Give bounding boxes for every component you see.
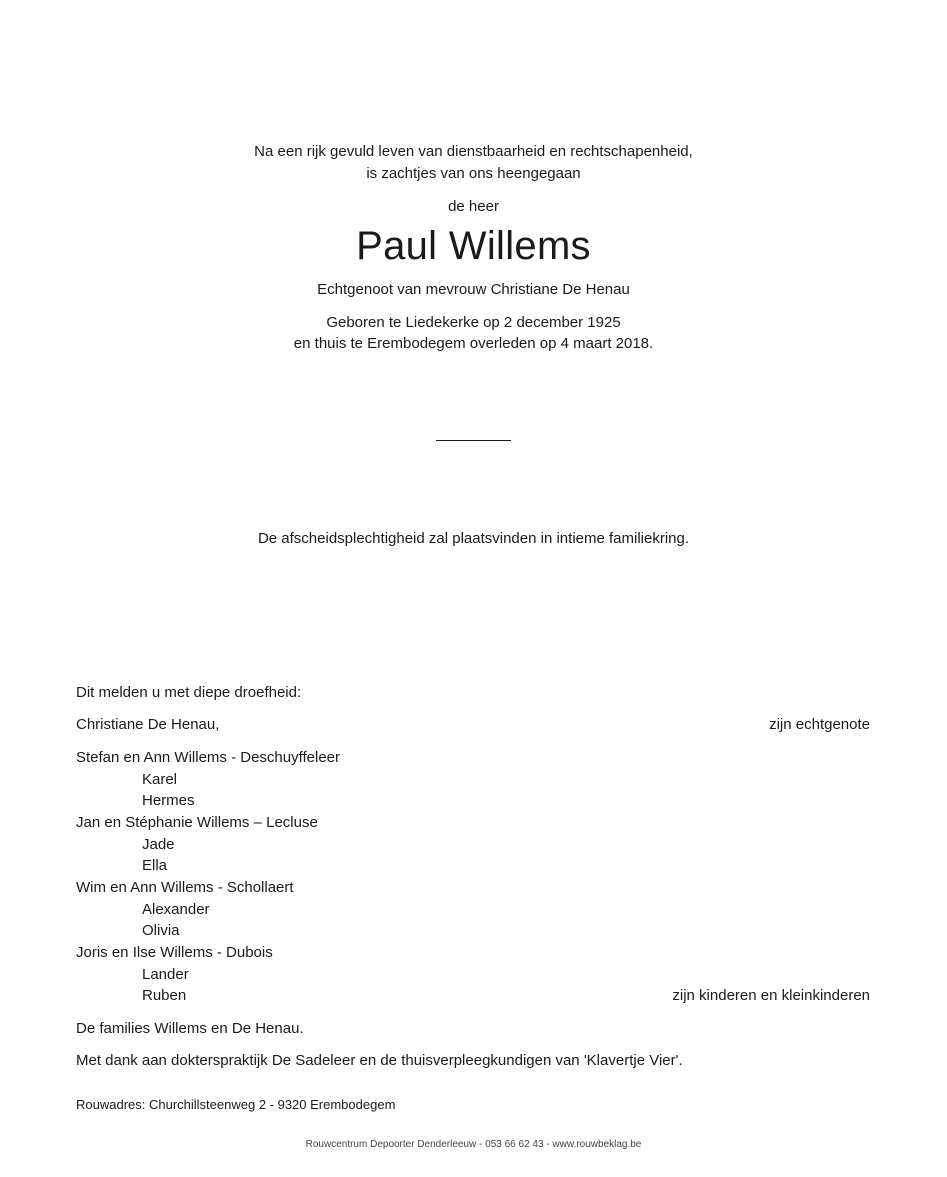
intro-line-1: Na een rijk gevuld leven van dienstbaarheid en rechtschapenheid, bbox=[254, 143, 693, 160]
mourning-address: Rouwadres: Churchillsteenweg 2 - 9320 Erembodegem bbox=[76, 1097, 396, 1112]
honorific: de heer bbox=[448, 198, 499, 215]
deceased-name: Paul Willems bbox=[356, 224, 591, 268]
thanks-text: Met dank aan dokterspraktijk De Sadeleer en de thuisverpleegkundigen van 'Klavertje Vier'. bbox=[76, 1052, 683, 1069]
ceremony-text: De afscheidsplechtigheid zal plaatsvinden in intieme familiekring. bbox=[257, 530, 690, 547]
intro-line-2: is zachtjes van ons heengegaan bbox=[366, 165, 581, 182]
spouse-role: zijn echtgenote bbox=[769, 716, 870, 733]
funeral-home-footer: Rouwcentrum Depoorter Denderleeuw - 053 66 62 43 - www.rouwbeklag.be bbox=[305, 1139, 642, 1150]
divider-line bbox=[436, 440, 511, 441]
families-text: De families Willems en De Henau. bbox=[76, 1020, 304, 1037]
grandchild-name: Karel bbox=[142, 771, 178, 788]
grandchild-name: Hermes bbox=[142, 792, 195, 809]
spouse-line: Echtgenoot van mevrouw Christiane De Henau bbox=[317, 281, 630, 298]
child-name: Stefan en Ann Willems - Deschuyffeleer bbox=[76, 749, 341, 766]
grandchild-name: Ella bbox=[142, 857, 168, 874]
children-role: zijn kinderen en kleinkinderen bbox=[672, 987, 870, 1004]
announce-text: Dit melden u met diepe droefheid: bbox=[76, 684, 302, 701]
child-name: Wim en Ann Willems - Schollaert bbox=[76, 879, 294, 896]
child-name: Jan en Stéphanie Willems – Lecluse bbox=[76, 814, 318, 831]
grandchild-name: Jade bbox=[142, 836, 175, 853]
grandchild-name: Lander bbox=[142, 966, 189, 983]
grandchild-name: Alexander bbox=[142, 901, 210, 918]
birth-line: Geboren te Liedekerke op 2 december 1925 bbox=[326, 314, 621, 331]
spouse-name: Christiane De Henau, bbox=[76, 716, 220, 733]
grandchild-name: Ruben bbox=[142, 987, 187, 1004]
death-line: en thuis te Erembodegem overleden op 4 maart 2018. bbox=[293, 335, 654, 352]
grandchild-name: Olivia bbox=[142, 922, 180, 939]
child-name: Joris en Ilse Willems - Dubois bbox=[76, 944, 273, 961]
